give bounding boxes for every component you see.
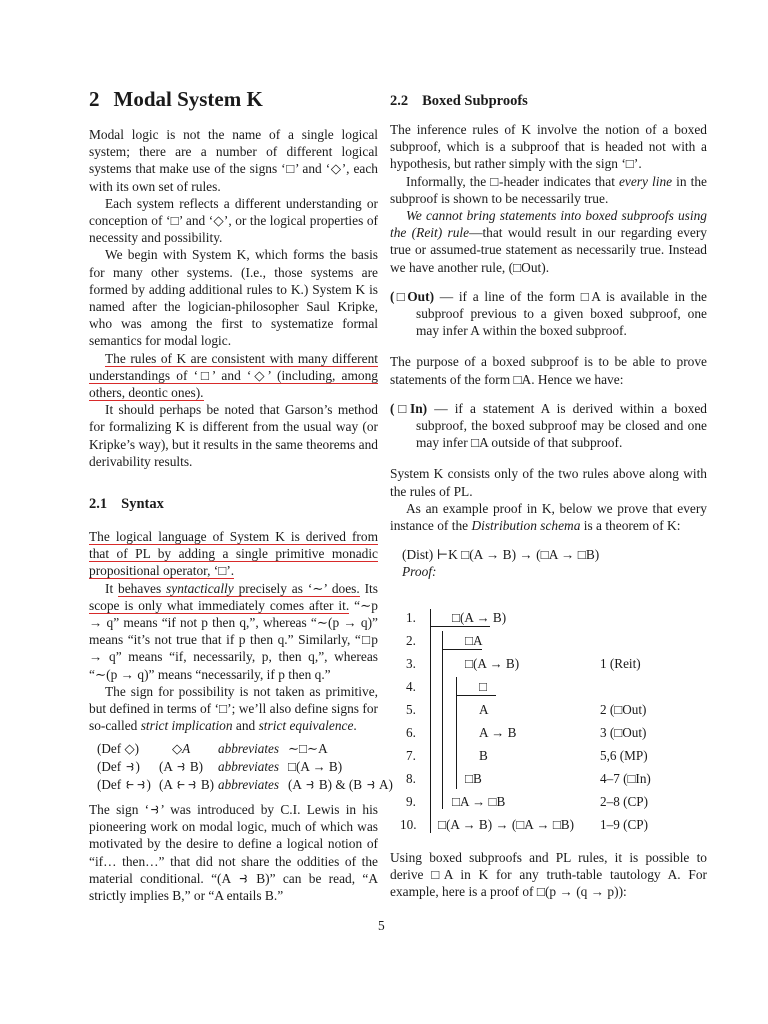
paragraph: Modal logic is not the name of a single logical system; there are a number of different logical systems that make use of the signs ‘□’ and ‘◇’, each with its own set of rules.: [89, 127, 378, 194]
subproof-bar-outer: [442, 631, 443, 809]
subproof-bar-inner: [456, 677, 457, 789]
proof-main-bar: [430, 609, 431, 833]
paragraph: It should perhaps be noted that Garson’s method for formalizing K is different from the usual way (or Kripke’s way), but it results in the same theorems and derivability results.: [89, 402, 378, 469]
proof-justification: 2 (□Out): [600, 702, 647, 717]
rule-box-out: (□Out) — if a line of the form □A is available in the subproof previous to a given boxed subproof, one may infer A within the boxed subproof.: [390, 288, 707, 339]
proof-line-number: 8.: [406, 771, 416, 786]
subproof-rule-inner: [456, 695, 496, 696]
highlighted-text: scope is only what immediately comes after it.: [89, 597, 350, 613]
proof-formula: □(A → B): [465, 656, 520, 671]
subproof-rule-outer: [442, 649, 482, 650]
proof-line-number: 1.: [406, 610, 416, 625]
proof-formula: □: [479, 679, 487, 694]
paragraph: The inference rules of K involve the notion of a boxed subproof, which is a subproof that is headed not with a hypothesis, but rather simply with the sign ‘□’.: [390, 122, 707, 172]
section-2-2-heading: 2.2 Boxed Subproofs: [390, 93, 528, 109]
paragraph: We begin with System K, which forms the basis for many other systems. (I.e., those systems are formed by adding additional rules to K.) System K is named after the logician-philosopher Saul Kripke, who was among the first to systematize formal semantics for modal logic.: [89, 247, 378, 349]
paragraph: Using boxed subproofs and PL rules, it is possible to derive □A in K for any truth-table tautology A. For example, here is a proof of □(p → (q → p)):: [390, 850, 707, 900]
left-column: [89, 86, 378, 735]
proof-formula: □A: [465, 633, 483, 648]
proof-line-number: 6.: [406, 725, 416, 740]
proof-line-number: 5.: [406, 702, 416, 717]
proof-line-number: 3.: [406, 656, 416, 671]
proof-justification: 3 (□Out): [600, 725, 647, 740]
proof-line-number: 10.: [400, 817, 417, 832]
paragraph: It behaves syntactically precisely as ‘∼’ does. Its scope is only what immediately comes after it. “∼p → q” means “if not p then q,”, whereas “∼(p → q)” means “it’s not true that if p then q.” Similarly, “□p → q” means “if, necessarily, p, then q,”, whereas “∼(p → q)” means “necessarily, if p then q.”: [89, 580, 378, 682]
paragraph: Informally, the □-header indicates that every line in the subproof is shown to be necessarily true.: [390, 173, 707, 206]
right-column-bottom: [390, 849, 707, 901]
paragraph: The purpose of a boxed subproof is to be able to prove statements of the form □A. Hence we have:: [390, 354, 707, 387]
paragraph: [89, 528, 378, 580]
proof-label: Proof:: [402, 564, 437, 580]
proof-formula: □B: [465, 771, 482, 786]
paragraph: As an example proof in K, below we prove that every instance of the Distribution schema is a theorem of K:: [390, 500, 707, 534]
proof-main-rule: [430, 626, 490, 627]
section-2-1-heading: 2.1 Syntax: [89, 496, 164, 513]
proof-line-number: 2.: [406, 633, 416, 648]
distribution-schema: (Dist) ⊢K □(A → B) → (□A → □B): [402, 547, 600, 563]
page-number: 5: [378, 918, 385, 933]
paragraph: We cannot bring statements into boxed subproofs using the (Reit) rule—that would result in our regarding every true or assumed-true statement as necessarily true. Instead we have another rule, (□Out).: [390, 208, 708, 275]
highlighted-text: The rules of K are consistent with many different understandings of ‘□’ and ‘◇’ (including, among others, deontic ones).: [89, 350, 378, 401]
paragraph: The sign ‘⥽’ was introduced by C.I. Lewis in his pioneering work on modal logic, much of which was motivated by the desire to define a logical notion of “if… then…” that did not share the oddities of the material conditional. “(A ⥽ B)” can be read, “A strictly implies B,” or “A entails B.”: [89, 802, 378, 904]
proof-justification: 1–9 (CP): [600, 817, 648, 832]
proof-formula: □A → □B: [452, 794, 506, 809]
paragraph: The sign for possibility is not taken as primitive, but defined in terms of ‘□’; we’ll also define signs for so-called strict implication and strict equivalence.: [89, 683, 378, 734]
proof-formula: □(A → B): [452, 610, 507, 625]
proof-justification: 5,6 (MP): [600, 748, 648, 763]
highlighted-text: behaves syntactically precisely as ‘∼’ does.: [118, 580, 360, 596]
proof-justification: 1 (Reit): [600, 656, 641, 671]
proof-line-number: 4.: [406, 679, 416, 694]
proof-formula: A: [479, 702, 489, 717]
paragraph: [89, 350, 378, 402]
proof-formula: A → B: [479, 725, 517, 740]
proof-formula: B: [479, 748, 488, 763]
paragraph: System K consists only of the two rules above along with the rules of PL.: [390, 466, 707, 499]
rule-box-in: (□In) — if a statement A is derived within a boxed subproof, the boxed subproof may be closed and one may infer □A outside of that subproof.: [390, 400, 707, 451]
proof-justification: 2–8 (CP): [600, 794, 648, 809]
proof-line-number: 7.: [406, 748, 416, 763]
section-2-heading: 2 Modal System K: [89, 87, 263, 111]
paragraph: Each system reflects a different understanding or conception of ‘□’ and ‘◇’, or the logical properties of necessity and possibility.: [89, 195, 378, 246]
proof-line-number: 9.: [406, 794, 416, 809]
highlighted-text: The logical language of System K is derived from that of PL by adding a single primitive monadic propositional operator, ‘□’.: [89, 529, 378, 579]
proof-justification: 4–7 (□In): [600, 771, 651, 786]
left-column-bottom: [89, 801, 378, 904]
right-column: [390, 86, 707, 581]
proof-block: [390, 605, 710, 835]
proof-formula: □(A → B) → (□A → □B): [438, 817, 574, 832]
paper-page: 2 Modal System K Modal logic is not the name of a single logical system; there are a number of different logical systems that make use of the signs ‘□’ and ‘◇’, each with its own set of rules. Each system reflects a different understanding or conception of ‘□’ and ‘◇’, or the logical properties of necessity and possibility. We begin with System K, which forms the basis for many other systems. (I.e., those systems are formed by adding additional rules to K.) System K is named after the logician-philosopher Saul Kripke, who was among the first to systematize formal semantics for modal logic. The rules of K are consistent with many different understandings of ‘□’ and ‘◇’ (including, among others, deontic ones). It should perhaps be noted that Garson’s method for formalizing K is different from the usual way (or Kripke’s way), but it results in the same theorems and derivability results. 2.1 Syntax The logical language of System K is derived from that of PL by adding a single primitive monadic propositional operator, ‘□’. It behaves syntactically precisely as ‘∼’ does. Its scope is only what immediately comes after it. “∼p → q” means “if not p then q,”, whereas “∼(p → q)” means “it’s not true that if p then q.” Similarly, “□p → q” means “if, necessarily, p, then q,”, whereas “∼(p → q)” means “necessarily, if p then q.” The sign for possibility is not taken as primitive, but defined in terms of ‘□’; we’ll also define signs for so-called strict implication and strict equivalence. (Def ◇) ◇A abbreviates ∼□∼A (Def ⥽) (A ⥽ B) abbreviates □(A → B) (Def ⥼⥽) (A ⥼⥽ B) abbreviates (A ⥽ B) & (B ⥽ A) The sign ‘⥽’ was introduced by C.I. Lewis in his pioneering work on modal logic, much of which was motivated by the desire to define a logical notion of “if… then…” that did not share the oddities of the material conditional. “(A ⥽ B)” can be read, “A strictly implies B,” or “A entails B.” 2.2 Boxed Subproofs The inference rules of K involve the notion of a boxed subproof, which is a subproof that is headed not with a hypothesis, but rather simply with the sign ‘□’. Informally, the □-header indicates that every line in the subproof is shown to be necessarily true. We cannot bring statements into boxed subproofs using the (Reit) rule—that would result in our regarding every true or assumed-true statement as necessarily true. Instead we have another rule, (□Out). (□Out) — if a line of the form □A is available in the subproof previous to a given boxed subproof, one may infer A within the boxed subproof. The purpose of a boxed subproof is to be able to prove statements of the form □A. Hence we have: (□In) — if a statement A is derived within a boxed subproof, the boxed subproof may be closed and one may infer □A outside of that subproof. System K consists only of the two rules above along with the rules of PL. As an example proof in K, below we prove that every instance of the Distribution schema is a theorem of K: (Dist) ⊢K □(A → B) → (□A → □B) Proof: 1. □(A → B) 2. □A 3. □(A → B) 1 (Reit) 4. □ 5. A 2 (□Out) 6. A → B 3 (□Out) 7. B 5,6 (MP) 8. □B 4–7 (□In) 9. □A → □B 2–8 (CP) 10. □(A → B) → (□A → □B) 1–9 (CP) Using boxed subproofs and PL rules, it is possible to derive □A in K for any truth-table tautology A. For example, here is a proof of □(p → (q → p)): 5: [0, 0, 768, 1024]
